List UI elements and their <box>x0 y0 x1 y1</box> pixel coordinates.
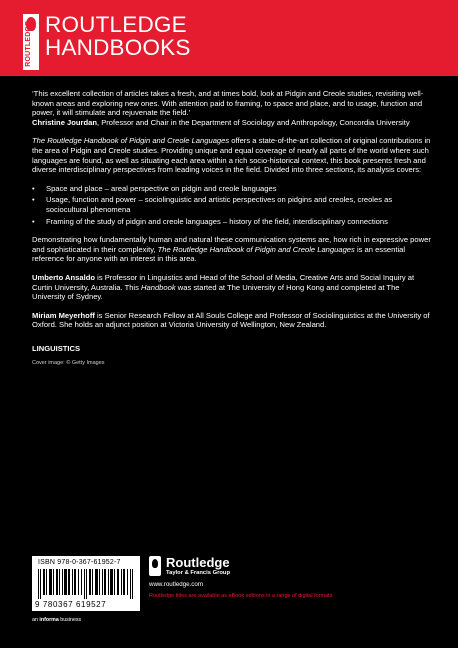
header-banner <box>0 0 458 76</box>
editor-bio-ansaldo <box>32 273 432 302</box>
subject-category: LINGUISTICS <box>32 343 81 353</box>
informa-prefix: an <box>32 617 40 623</box>
list-item: • Usage, function and power – sociolinguistic and artistic perspectives on pidgins and creoles, creoles as sociocultural phenomena <box>32 195 432 214</box>
endorsement <box>32 89 432 127</box>
barcode-icon <box>38 569 134 599</box>
ebook-note: Routledge titles are available as eBook editions in a range of digital formats <box>149 593 333 599</box>
series-title-line2: HANDBOOKS <box>45 35 191 60</box>
routledge-logo-icon <box>23 14 39 70</box>
logo-text: ROUTLEDGE <box>25 21 32 67</box>
closing-text-before: Demonstrating how fundamentally human and natural these communication systems are, how rich in expressive power and sophisticated in their complexity, <box>32 235 431 254</box>
book-title-italic: The Routledge Handbook of Pidgin and Creole Languages <box>32 136 230 146</box>
endorsement-author: Christine Jourdan <box>32 117 97 127</box>
book-description <box>32 136 432 174</box>
barcode-box <box>32 556 140 611</box>
editor-bio-before: is Professor in Linguistics and Head of the School of Media, Creative Arts and Social Inquiry at Curtin University, Australia. This <box>32 272 415 292</box>
series-title <box>45 13 191 59</box>
series-title-line1: ROUTLEDGE <box>45 12 187 37</box>
isbn-label: ISBN 978-0-367-61952-7 <box>38 559 121 566</box>
informa-suffix: business <box>58 617 82 623</box>
barcode-number: 9 780367 619527 <box>35 600 107 609</box>
editor-name: Umberto Ansaldo <box>32 272 96 282</box>
publisher-group: Taylor & Francis Group <box>166 570 230 576</box>
editor-name: Miriam Meyerhoff <box>32 310 95 320</box>
informa-brand: informa <box>39 617 59 623</box>
editor-bio: is Senior Research Fellow at All Souls College and Professor of Sociolinguistics at the University of Oxford. She holds an adjunct position at Victoria University of Wellington, New Zealand. <box>32 310 430 330</box>
description-text: offers a state-of-the-art collection of original contributions in the area of Pidgin and Creole studies. Providing unique and equal coverage of nearly all parts of the world where such languages are found, as well as situating each area within a rich socio-historical context, this book presents fresh and diverse interdisciplinary perspectives from leading voices in the field. Divided into three sections, its analysis covers: <box>32 136 431 175</box>
list-item: • Framing of the study of pidgin and creole languages – history of the field, interdisciplinary connections <box>32 217 432 227</box>
cover-credit: Cover image: © Getty Images <box>32 360 105 367</box>
editor-bio-italic: Handbook <box>141 282 176 292</box>
publisher-block <box>146 556 436 606</box>
closing-book-title: The Routledge Handbook of Pidgin and Creole Languages <box>157 244 355 254</box>
back-cover-text <box>32 89 432 369</box>
informa-tagline <box>32 617 81 623</box>
list-item: • Space and place – areal perspective on pidgin and creole languages <box>32 184 432 194</box>
endorsement-text: ‘This excellent collection of articles takes a fresh, and at times bold, look at Pidgin and Creole studies, revisiting well-known areas and exploring new ones. With attention paid to framing, to space and place, and to usage, function and power, it will stimulate and rejuvenate the field.’ <box>32 89 424 118</box>
publisher-url[interactable]: www.routledge.com <box>149 581 203 588</box>
endorsement-author-role: , Professor and Chair in the Department of Sociology and Anthropology, Concordia University <box>96 117 410 127</box>
editor-bio-meyerhoff <box>32 311 432 330</box>
closing-paragraph <box>32 235 432 264</box>
editor-bio-after: was started at The University of Hong Kong and completed at The University of Sydney. <box>32 282 400 302</box>
closing-text-after: is an essential reference for anyone with an interest in this area. <box>32 244 406 264</box>
publisher-name: Routledge <box>166 555 230 570</box>
coverage-list <box>32 184 432 226</box>
routledge-publisher-logo-icon <box>149 556 161 576</box>
